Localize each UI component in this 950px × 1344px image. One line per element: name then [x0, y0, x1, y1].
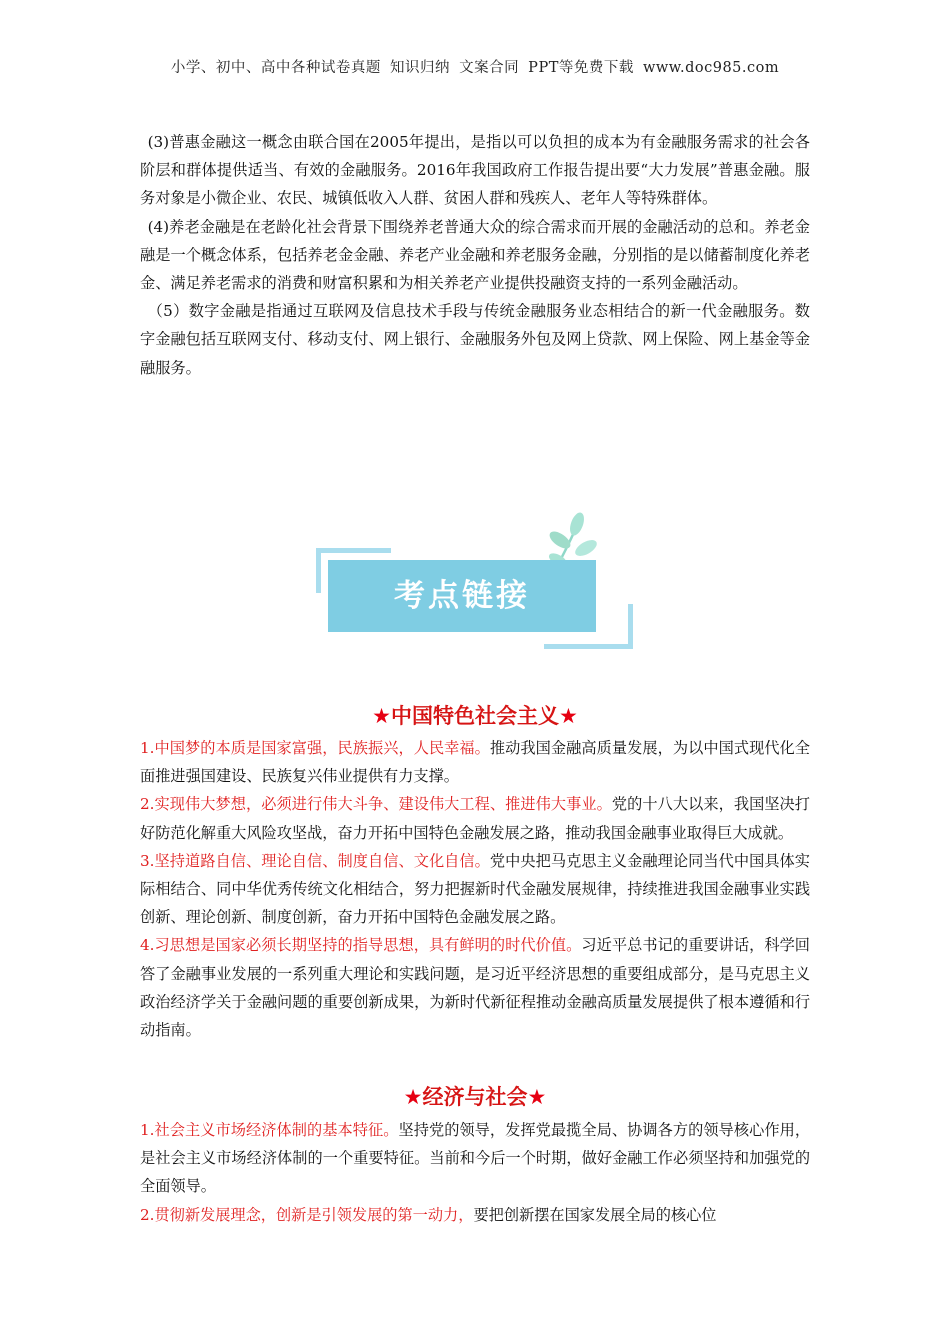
section-title-text: 经济与社会 — [422, 1085, 528, 1109]
page-header: 小学、初中、高中各种试卷真题 知识归纳 文案合同 PPT等免费下载 www.doc985.com — [170, 60, 780, 76]
section-title-socialism — [0, 700, 950, 730]
list-item: 4.习思想是国家必须长期坚持的指导思想，具有鲜明的时代价值。习近平总书记的重要讲话，科学回答了金融事业发展的一系列重大理论和实践问题，是习近平经济思想的重要组成部分，是马克思主义政治经济学关于金融问题的重要创新成果，为新时代新征程推动金融高质量发展提供了根本遵循和行动指南。 — [140, 936, 810, 1040]
section-title-economy — [0, 1081, 950, 1111]
list-item: 1.中国梦的本质是国家富强，民族振兴，人民幸福。推动我国金融高质量发展，为以中国式现代化全面推进强国建设、民族复兴伟业提供有力支撑。 — [140, 739, 810, 786]
paragraph-4: (4)养老金融是在老龄化社会背景下围绕养老普通大众的综合需求而开展的金融活动的总和。养老金融是一个概念体系，包括养老金金融、养老产业金融和养老服务金融，分别指的是以储蓄制度化养老金、满足养老需求的消费和财富积累和为相关养老产业提供投融资支持的一系列金融活动。 — [140, 217, 810, 293]
list-item: 3.坚持道路自信、理论自信、制度自信、文化自信。党中央把马克思主义金融理论同当代中国具体实际相结合、同中华优秀传统文化相结合，努力把握新时代金融发展规律，持续推进我国金融事业实践创新、理论创新、制度创新，奋力开拓中国特色金融发展之路。 — [140, 851, 810, 927]
paragraph-3: (3)普惠金融这一概念由联合国在2005年提出，是指以可以负担的成本为有金融服务需求的社会各阶层和群体提供适当、有效的金融服务。2016年我国政府工作报告提出要“大力发展”普惠金融。服务对象是小微企业、农民、城镇低收入人群、贫困人群和残疾人、老年人等特殊群体。 — [140, 133, 810, 208]
section-socialism-items — [140, 734, 810, 1044]
list-item: 2.贯彻新发展理念，创新是引领发展的第一动力，要把创新摆在国家发展全局的核心位 — [140, 1205, 717, 1224]
section-title-text: 中国特色社会主义 — [391, 704, 559, 728]
section-economy-items — [140, 1116, 810, 1229]
list-item: 2.实现伟大梦想，必须进行伟大斗争、建设伟大工程、推进伟大事业。党的十八大以来，我国坚决打好防范化解重大风险攻坚战，奋力开拓中国特色金融发展之路，推动我国金融事业取得巨大成就。 — [140, 795, 810, 842]
star-icon: ★ — [403, 1085, 423, 1109]
star-icon: ★ — [527, 1085, 547, 1109]
exam-link-banner — [314, 510, 644, 650]
banner-label: 考点链接 — [394, 578, 530, 614]
star-icon: ★ — [372, 704, 391, 728]
paragraph-5: （5）数字金融是指通过互联网及信息技术手段与传统金融服务业态相结合的新一代金融服务。数字金融包括互联网支付、移动支付、网上银行、金融服务外包及网上贷款、网上保险、网上基金等金融服务。 — [140, 302, 810, 377]
intro-text — [140, 128, 810, 382]
list-item: 1.社会主义市场经济体制的基本特征。坚持党的领导，发挥党最揽全局、协调各方的领导核心作用，是社会主义市场经济体制的一个重要特征。当前和今后一个时期，做好金融工作必须坚持和加强党的全面领导。 — [140, 1121, 811, 1196]
star-icon: ★ — [559, 704, 578, 728]
